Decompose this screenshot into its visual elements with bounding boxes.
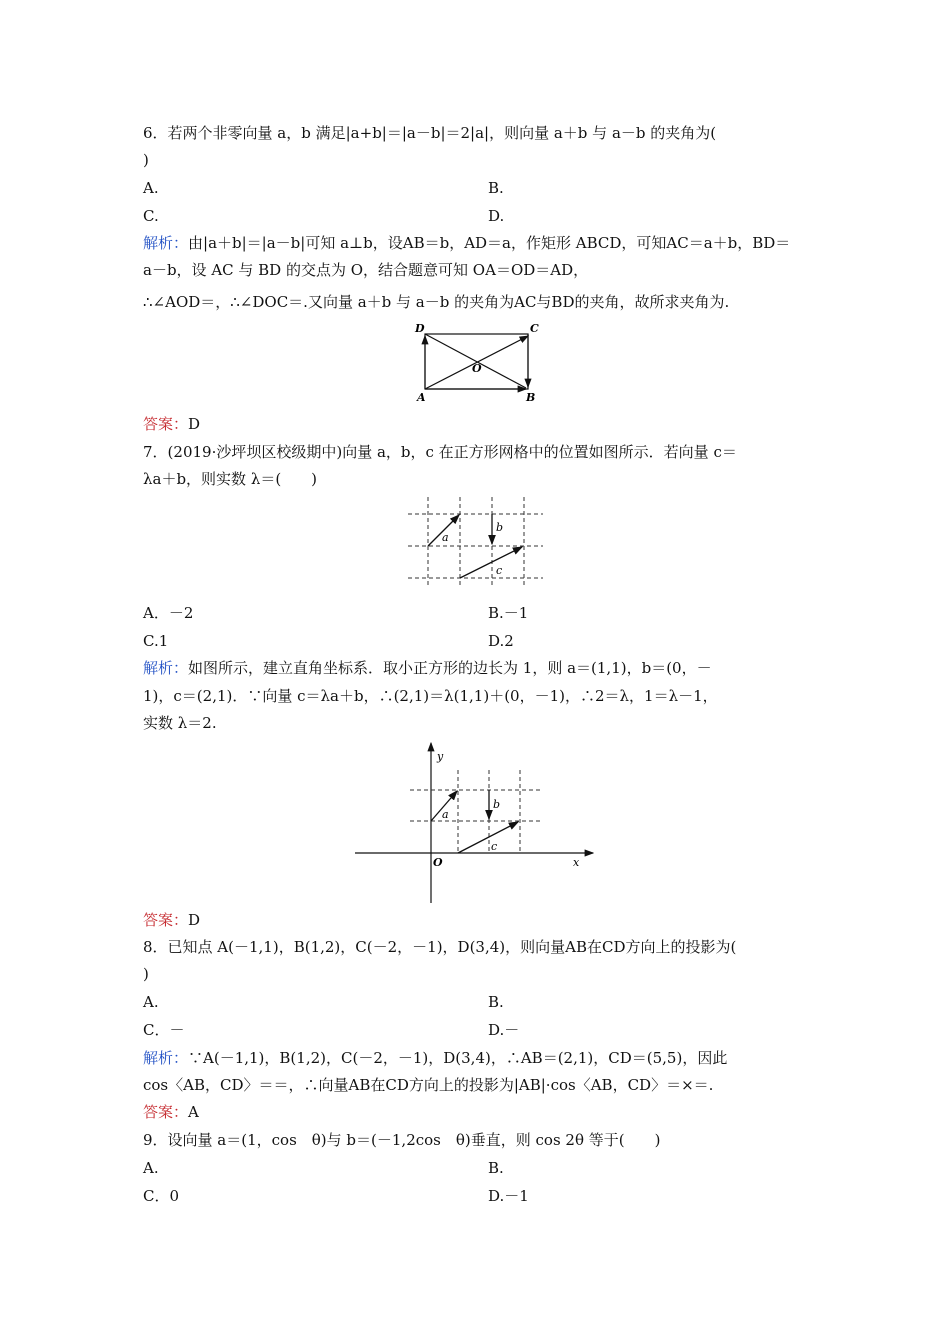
q7-grid-figure [408,497,543,585]
answer-label: 答案： [143,415,189,433]
dashed-grid [410,770,540,853]
q8-option-b: B. [488,993,504,1011]
vector-c [458,822,518,853]
q7-answer-value: D [188,911,201,929]
q6-analysis-line2: a－b，设 AC 与 BD 的交点为 O，结合题意可知 OA＝OD＝AD， [143,261,589,279]
q9-option-d: D.－1 [488,1187,529,1205]
q7-stem-line1: 7．(2019·沙坪坝区校级期中)向量 a，b，c 在正方形网格中的位置如图所示．若向量 c＝ [143,443,737,461]
q8-analysis-line1 [143,1048,727,1068]
diagonal-db [425,334,526,388]
q8-stem-line2: ) [143,965,149,983]
q7-analysis-line3: 实数 λ＝2. [143,714,217,732]
vector-b-label: b [496,521,504,534]
dashed-grid [408,497,543,585]
q6-stem-line2: ) [143,151,149,169]
q9-option-b: B. [488,1159,504,1177]
q8-answer-value: A [188,1103,199,1121]
q6-rectangle-figure [410,318,545,406]
analysis-label: 解析： [143,659,189,677]
q7-stem-line2: λa＋b，则实数 λ＝( ) [143,470,318,488]
vector-a-label: a [442,531,449,544]
q8-analysis-line2: cos〈AB，CD〉＝＝，∴向量AB在CD方向上的投影为|AB|·cos〈AB，CD〉＝×＝. [143,1076,714,1094]
analysis-label: 解析： [143,1049,189,1067]
y-axis-label: y [437,750,444,763]
q7-answer [143,910,200,930]
q7-option-a: A．－2 [143,604,194,622]
answer-label: 答案： [143,911,189,929]
point-a-label: A [417,391,426,404]
vector-c-label: c [496,564,503,577]
q8-option-a: A. [143,993,159,1011]
q7-analysis-text1: 如图所示，建立直角坐标系．取小正方形的边长为 1，则 a＝(1,1)，b＝(0，－ [188,659,712,677]
origin-label: O [433,856,443,869]
vector-c [460,547,522,578]
point-o-label: O [472,362,482,375]
vector-b-label: b [493,798,501,811]
q7-analysis-line2: 1)，c＝(2,1)．∵向量 c＝λa＋b，∴(2,1)＝λ(1,1)＋(0，－1)，∴2＝λ，1＝λ－1， [143,687,718,705]
q6-answer-value: D [188,415,201,433]
q8-answer [143,1102,199,1122]
point-b-label: B [526,391,536,404]
point-d-label: D [415,322,425,335]
q7-analysis-line1 [143,658,712,678]
vector-c-label: c [491,840,498,853]
q6-stem-line1: 6．若两个非零向量 a，b 满足|a+b|＝|a－b|＝2|a|，则向量 a＋b 与 a－b 的夹角为( [143,124,717,142]
q9-option-a: A. [143,1159,159,1177]
q6-analysis-line3: ∴∠AOD＝，∴∠DOC＝.又向量 a＋b 与 a－b 的夹角为AC与BD的夹角，故所求夹角为. [143,293,730,311]
q6-option-a: A. [143,179,159,197]
point-c-label: C [530,322,539,335]
q6-analysis-line1 [143,233,790,253]
q8-analysis-text1: ∵A(－1,1)，B(1,2)，C(－2，－1)，D(3,4)，∴AB＝(2,1)，CD＝(5,5)，因此 [188,1049,728,1067]
q9-option-c: C．0 [143,1187,180,1205]
q6-option-c: C. [143,207,159,225]
q7-option-d: D.2 [488,632,514,650]
q7-option-b: B.－1 [488,604,529,622]
vector-a-label: a [442,808,449,821]
q6-option-d: D. [488,207,505,225]
q9-stem: 9．设向量 a＝(1，cos θ)与 b＝(－1,2cos θ)垂直，则 cos 2θ 等于( ) [143,1131,661,1149]
q6-option-b: B. [488,179,504,197]
q7-option-c: C.1 [143,632,169,650]
q8-option-d: D.－ [488,1021,520,1039]
q8-option-c: C．－ [143,1021,185,1039]
q6-analysis-text1: 由|a＋b|＝|a－b|可知 a⊥b，设AB＝b，AD＝a，作矩形 ABCD，可知AC＝a＋b，BD＝ [188,234,791,252]
answer-label: 答案： [143,1103,189,1121]
x-axis-label: x [573,856,580,869]
q6-answer [143,414,200,434]
analysis-label: 解析： [143,234,189,252]
q8-stem-line1: 8．已知点 A(－1,1)，B(1,2)，C(－2，－1)，D(3,4)，则向量AB在CD方向上的投影为( [143,938,737,956]
q7-coordinate-figure [355,740,600,905]
